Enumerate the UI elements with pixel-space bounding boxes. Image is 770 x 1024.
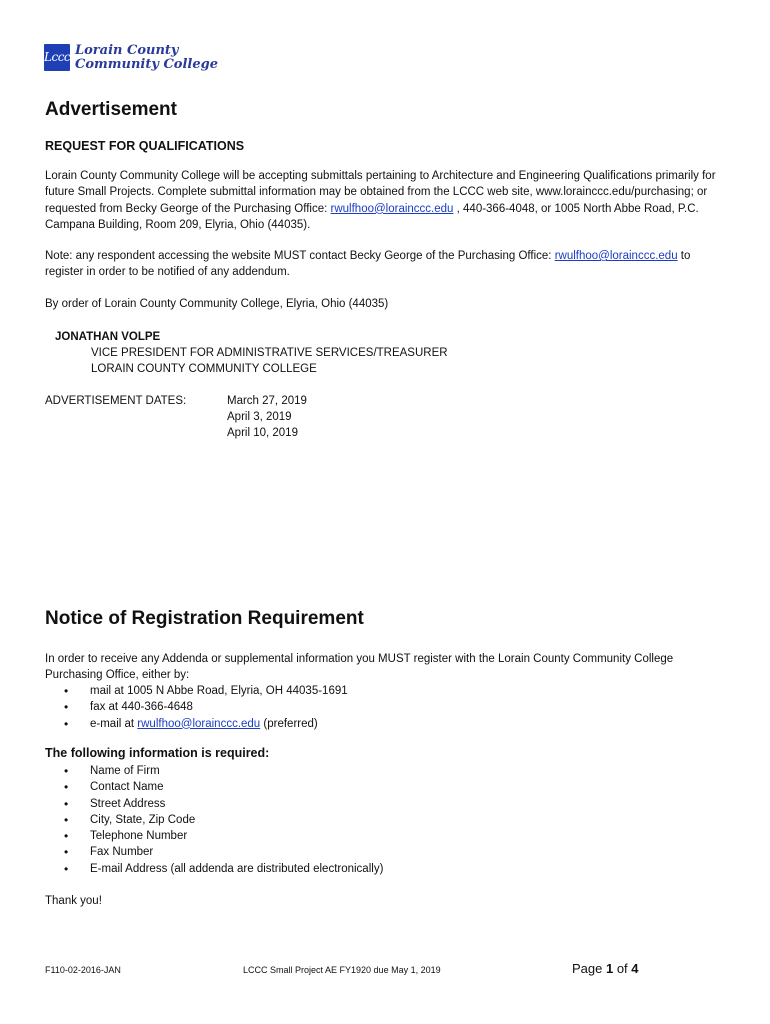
method-fax: fax at 440-366-4648	[90, 701, 193, 714]
list-item: • Street Address	[62, 796, 383, 812]
note-line-1	[45, 248, 730, 264]
purchasing-email-link[interactable]: rwulfhoo@lorainccc.edu	[330, 202, 454, 215]
logo-wordmark	[75, 44, 218, 72]
thank-you-text: Thank you!	[45, 895, 102, 907]
page-total: 4	[631, 961, 639, 976]
notice-intro-line-2: Purchasing Office, either by:	[45, 669, 190, 682]
registration-methods-list	[62, 683, 348, 732]
lccc-logo-mark: Lccc	[44, 44, 70, 71]
list-item: • E-mail Address (all addenda are distributed electronically)	[62, 861, 383, 877]
para-line-3-contact: , 440-366-4048, or 1005 North Abbe Road, P.C.	[453, 202, 699, 215]
notice-intro	[45, 651, 730, 684]
method-email-preferred: (preferred)	[260, 717, 318, 730]
note-line-2: register in order to be notified of any addendum.	[45, 266, 290, 279]
notice-heading: Notice of Registration Requirement	[45, 608, 364, 629]
method-mail: mail at 1005 N Abbe Road, Elyria, OH 44035-1691	[90, 685, 348, 697]
page-label: Page	[572, 961, 606, 976]
page-current: 1	[605, 961, 614, 976]
required-info-heading: The following information is required:	[45, 746, 270, 760]
advertisement-dates-label: ADVERTISEMENT DATES:	[45, 395, 187, 407]
para-line-1: Lorain County Community College will be accepting submittals pertaining to Architecture and Engineering Qualifications primarily for	[45, 170, 716, 182]
para-line-4: Campana Building, Room 209, Elyria, Ohio (44035).	[45, 218, 311, 231]
footer-document-name: LCCC Small Project AE FY1920 due May 1, 2019	[243, 965, 441, 975]
registration-email-link[interactable]: rwulfhoo@lorainccc.edu	[137, 717, 261, 730]
list-item: • Fax Number	[62, 844, 383, 860]
footer-form-code: F110-02-2016-JAN	[45, 965, 121, 975]
list-item: • Contact Name	[62, 779, 383, 795]
request-subtitle: REQUEST FOR QUALIFICATIONS	[45, 139, 245, 153]
para-line-3	[45, 201, 730, 217]
page-of: of	[613, 961, 632, 976]
order-statement: By order of Lorain County Community College, Elyria, Ohio (44035)	[45, 298, 389, 310]
signer-title: VICE PRESIDENT FOR ADMINISTRATIVE SERVICES/TREASURER	[91, 347, 448, 359]
advertisement-heading: Advertisement	[45, 99, 177, 120]
signer-name: JONATHAN VOLPE	[55, 331, 161, 343]
advertisement-date-1: March 27, 2019	[227, 395, 307, 407]
advertisement-date-3: April 10, 2019	[227, 427, 298, 439]
list-item	[62, 683, 348, 699]
signer-organization: LORAIN COUNTY COMMUNITY COLLEGE	[91, 363, 317, 375]
note-text-end: to	[677, 250, 691, 262]
note-paragraph	[45, 248, 730, 281]
logo-line-2: Community College	[75, 57, 218, 72]
list-item: • Name of Firm	[62, 763, 383, 779]
list-item: • Telephone Number	[62, 828, 383, 844]
advertisement-date-2: April 3, 2019	[227, 411, 292, 423]
para-line-2: future Small Projects. Complete submittal information may be obtained from the LCCC web site, www.lorainccc.edu/purchasing; or	[45, 186, 708, 199]
required-info-list	[62, 763, 383, 877]
advertisement-paragraph	[45, 168, 730, 233]
method-email-text: e-mail at	[90, 717, 138, 730]
note-text: Note: any respondent accessing the website MUST contact Becky George of the Purchasing Office:	[45, 250, 555, 262]
list-item	[62, 716, 348, 732]
logo-line-1: Lorain County	[75, 43, 179, 58]
para-line-3-text: requested from Becky George of the Purchasing Office:	[45, 202, 331, 215]
list-item	[62, 699, 348, 715]
note-email-link[interactable]: rwulfhoo@lorainccc.edu	[554, 250, 678, 262]
notice-intro-line-1: In order to receive any Addenda or supplemental information you MUST register with the Lorain County Community College	[45, 653, 674, 665]
page-number	[572, 961, 639, 976]
list-item: • City, State, Zip Code	[62, 812, 383, 828]
